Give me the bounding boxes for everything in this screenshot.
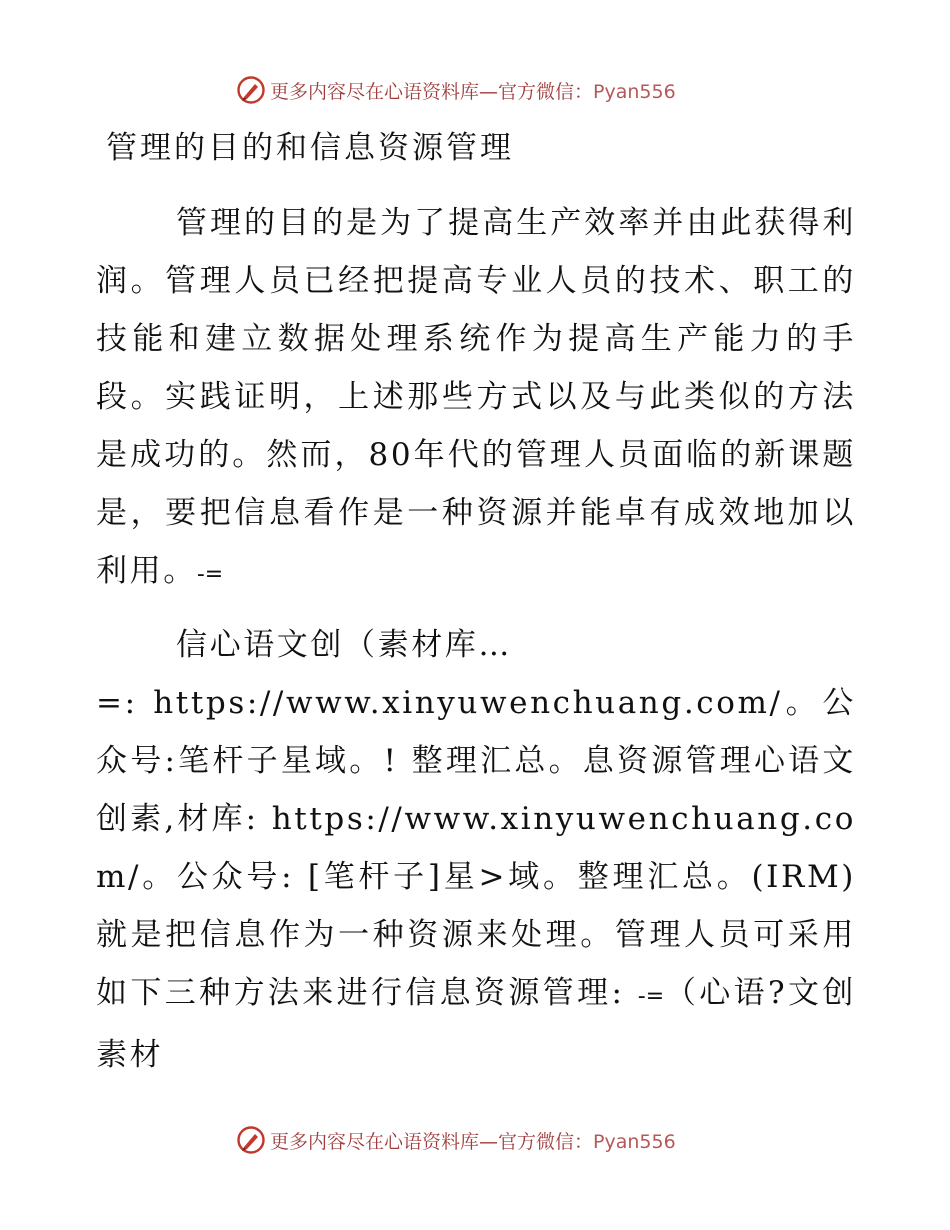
paragraph-purpose	[96, 194, 856, 604]
banner-wechat-handle: Pyan556	[593, 1130, 676, 1153]
header-banner	[236, 72, 716, 108]
paragraph-3-text: =: https://www.xinyuwenchuang.com/。公众号:笔杆子星域。! 整理汇总。息资源管理心语文创素,材库: https://www.xinyuwenchuang.com/。公众号: [笔杆子]星>域。整理汇总。(IRM)就是把信息作为一种资源来处理。管理人员可采用如下三种方法来进行信息资源管理:	[96, 685, 856, 1011]
paragraph-mark: -=	[196, 562, 224, 587]
banner-slogan: 更多内容尽在心语资料库—官方微信：	[270, 80, 594, 103]
pen-logo-icon	[236, 1125, 266, 1155]
document-title: 管理的目的和信息资源管理	[106, 130, 514, 166]
paragraph-mark: -=	[637, 984, 665, 1009]
banner-wechat-handle: Pyan556	[593, 80, 676, 103]
paragraph-3-tail: （心语?文创素材	[96, 975, 856, 1073]
footer-banner	[236, 1122, 716, 1158]
pen-logo-icon	[236, 75, 266, 105]
banner-text	[270, 1127, 676, 1154]
banner-text	[270, 77, 676, 104]
paragraph-irm	[96, 674, 856, 1084]
paragraph-1-text: 管理的目的是为了提高生产效率并由此获得利润。管理人员已经把提高专业人员的技术、职工的技能和建立数据处理系统作为提高生产能力的手段。实践证明，上述那些方式以及与此类似的方法是成功的。然而，80年代的管理人员面临的新课题是，要把信息看作是一种资源并能卓有成效地加以利用。	[96, 205, 856, 589]
paragraph-source: 信心语文创（素材库…	[176, 627, 512, 663]
banner-slogan: 更多内容尽在心语资料库—官方微信：	[270, 1130, 594, 1153]
